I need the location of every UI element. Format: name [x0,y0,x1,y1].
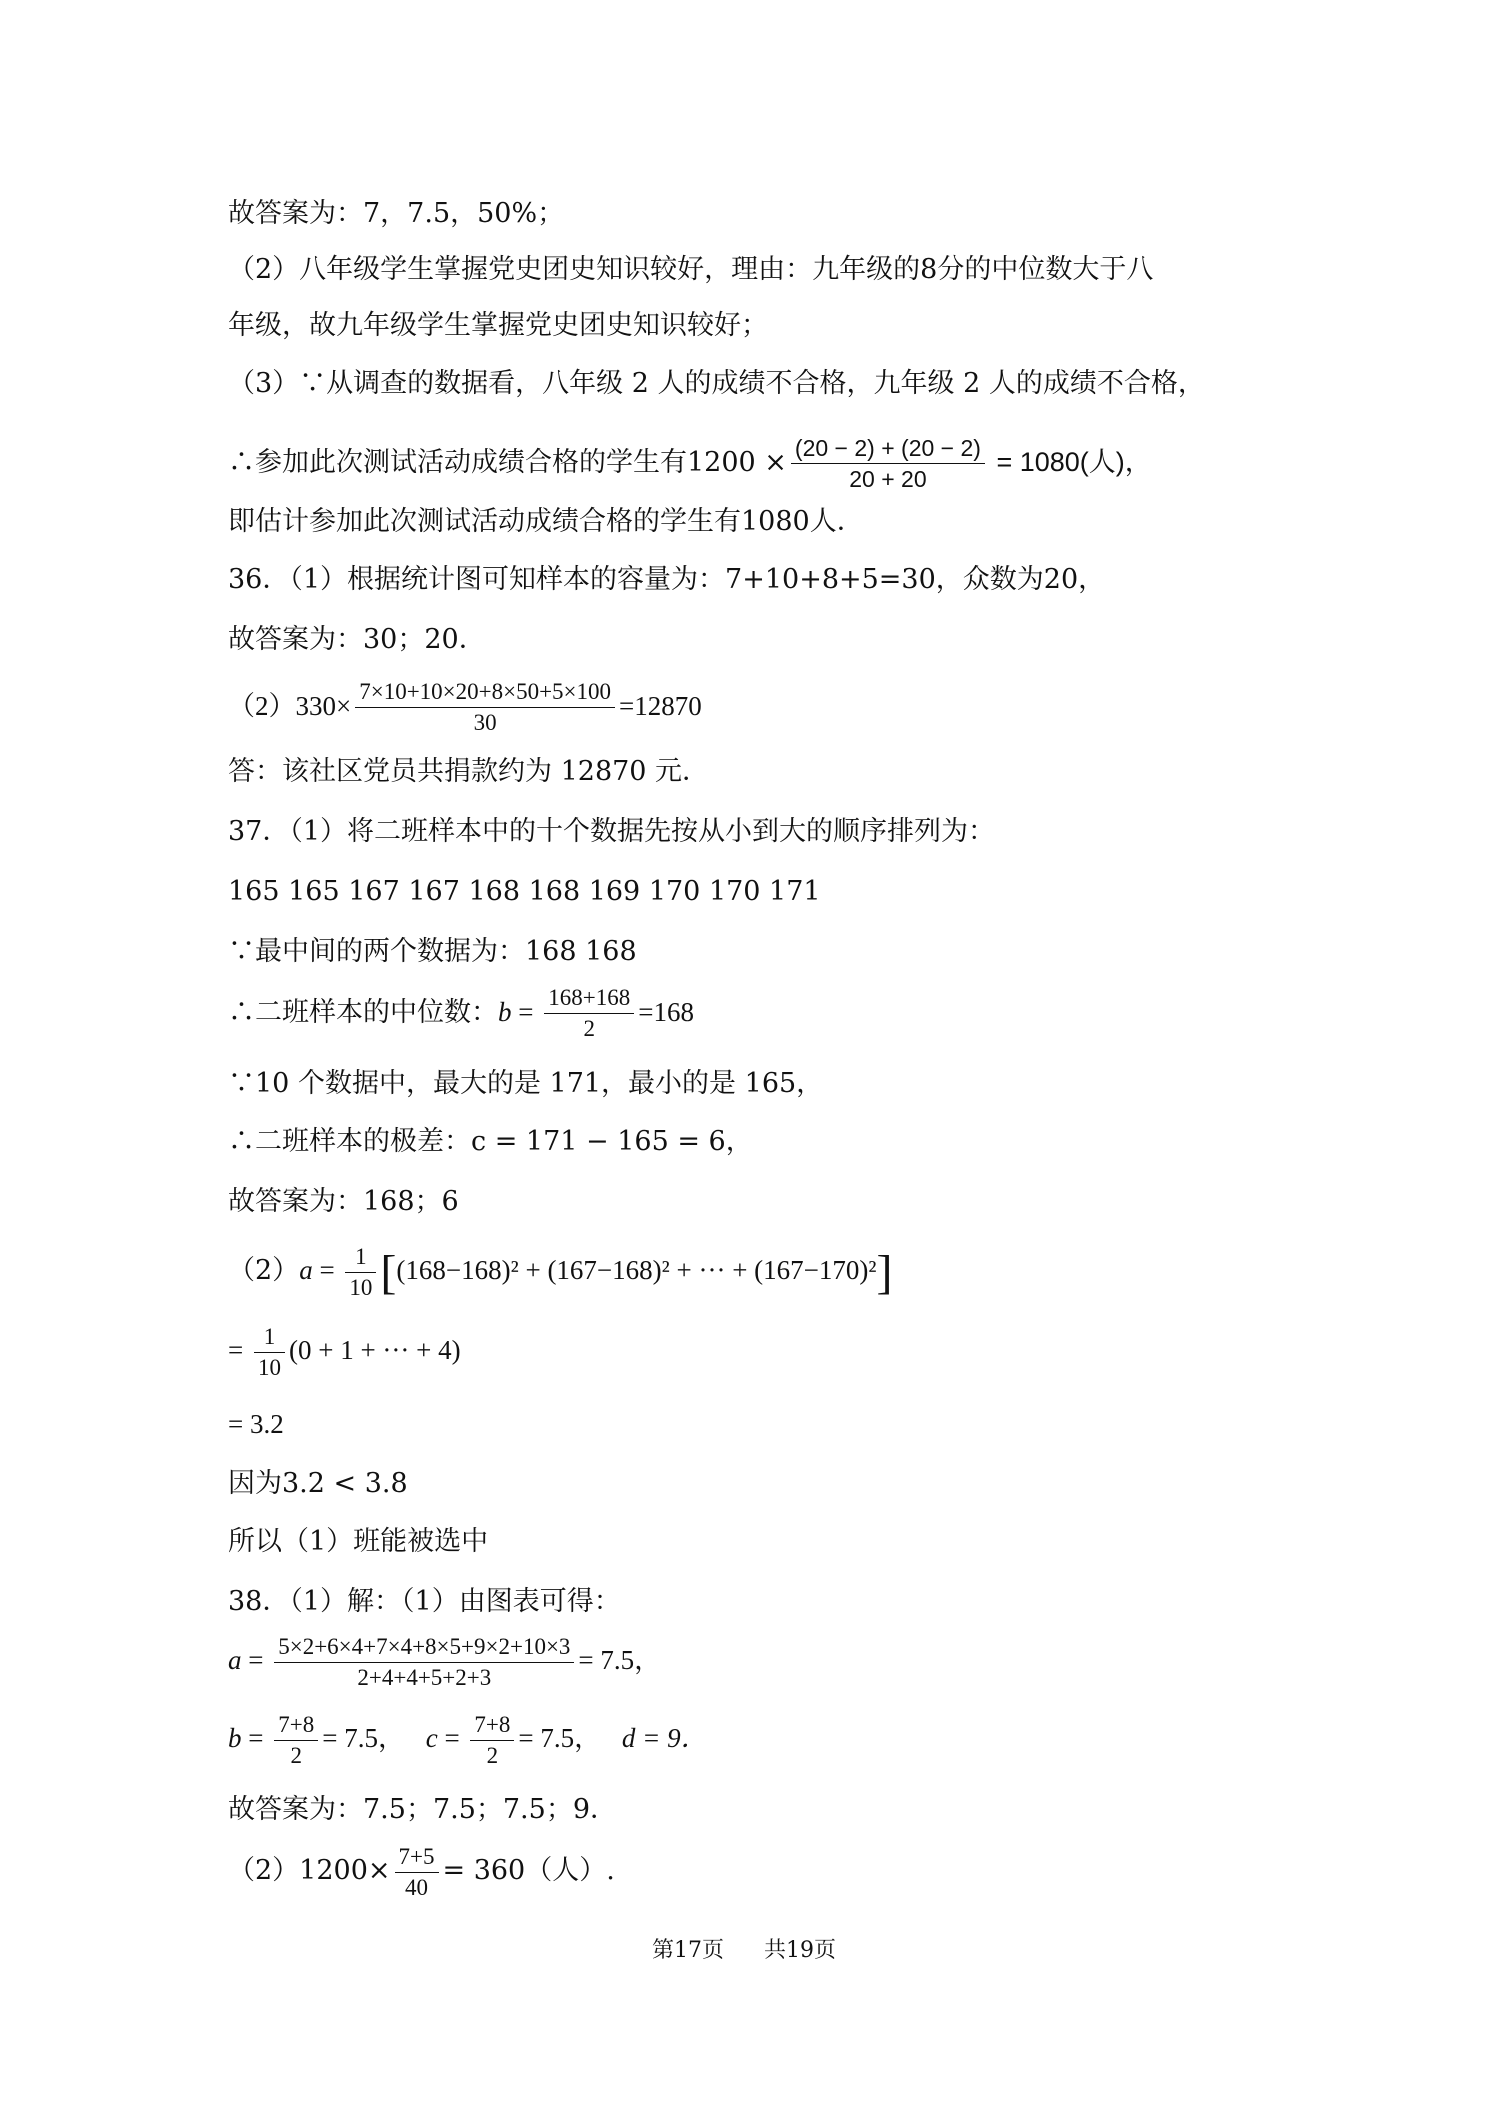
q37-middle-values: ∵最中间的两个数据为：168 168 [228,936,637,967]
pass-count-equation [228,432,1152,494]
variance2-eq-tail: (0 + 1 + ··· + 4) [288,1335,461,1365]
pass-eq-lead: ∴参加此次测试活动成绩合格的学生有1200 × [228,447,787,478]
answer-line-4: （3）∵从调查的数据看，八年级 2 人的成绩不合格，九年级 2 人的成绩不合格， [228,368,1205,399]
c38-var: c [425,1723,438,1753]
c38-fraction [470,1710,514,1771]
q37-range: ∴二班样本的极差：c = 171 − 165 = 6， [228,1126,753,1157]
q37-line-1: 37．（1）将二班样本中的十个数据先按从小到大的顺序排列为： [228,816,996,847]
pass-eq-tail: = 1080(人)， [988,447,1152,477]
q37-max-min: ∵10 个数据中，最大的是 171，最小的是 165， [228,1068,824,1099]
b38-fraction [274,1710,318,1771]
d38-expr: d = 9． [621,1723,708,1753]
pass-eq-fraction [791,433,985,494]
count38-eq-denominator: 40 [395,1872,439,1903]
q37-sorted-data: 165 165 167 167 168 168 169 170 170 171 [228,876,821,907]
page-total: 共19页 [764,1938,836,1963]
c38-tail: = 7.5， [518,1723,602,1753]
variance-equation: （2）a = $\frac{1}{10}$ [(168−168)² + (167−168)² + ··· + (167−170)²] [228,1240,892,1303]
median-equation: ∴二班样本的中位数：b = $\frac{168+168}{2}$ =168 [228,982,694,1044]
page-number: 第17页 [652,1938,724,1963]
answer-line-2: （2）八年级学生掌握党史团史知识较好，理由：九年级的8分的中位数大于八 [228,254,1154,285]
pass-eq-denominator: 20 + 20 [791,463,985,494]
variance-eq-numerator: 1 [355,1244,367,1270]
page-footer [0,1936,1488,1966]
donation-eq-lead: （2）330× [228,691,352,721]
variance2-eq-denominator: 10 [254,1352,285,1383]
mean38-equation: a = $\frac{5\times 2+6\times 4+7\times 4+8\times 5+9\times 2+10\times 3}{2+4+4+5+2+3}$ = 7.5， [228,1630,661,1693]
b38-numerator: 7+8 [278,1712,315,1738]
bc38-equation: b = $\frac{7+8}{2}$ = 7.5， c = $\frac{7+8}{2}$ = 7.5， d = 9． [228,1708,708,1771]
mean38-eq-denominator: 2+4+4+5+2+3 [274,1662,574,1693]
c38-denominator: 2 [470,1740,514,1771]
q38-line-1: 38．（1）解：（1）由图表可得： [228,1586,621,1617]
variance-eq-lead: （2） [228,1255,300,1286]
donation-eq-tail: =12870 [619,691,702,721]
variance-eq-var: a [299,1255,313,1285]
count38-eq-lead: （2）1200× [228,1855,391,1886]
count38-equation [228,1840,615,1903]
median-eq-denominator: 2 [544,1013,634,1044]
donation-equation [228,676,702,738]
median-eq-var: b [498,997,512,1027]
variance-result: = 3.2 [228,1409,284,1439]
q36-line-2: 故答案为：30；20． [228,624,486,655]
mean38-eq-var: a [228,1645,242,1675]
variance-conclusion: 所以（1）班能被选中 [228,1526,489,1557]
variance2-eq-numerator: 1 [263,1324,276,1350]
q36-answer: 答：该社区党员共捐款约为 12870 元． [228,756,710,787]
count38-eq-fraction [395,1842,439,1903]
mean38-eq-numerator: 5×2+6×4+7×4+8×5+9×2+10×3 [278,1634,571,1660]
variance-eq-denominator: 10 [345,1272,376,1303]
answer-line-3: 年级，故九年级学生掌握党史团史知识较好； [228,310,768,341]
variance-eq-body: (168−168)² + (167−168)² + ··· + (167−170)² [396,1255,877,1285]
donation-eq-fraction [355,677,615,738]
median-eq-tail: =168 [638,997,694,1027]
mean38-eq-tail: = 7.5， [578,1645,662,1675]
pass-eq-numerator: (20 − 2) + (20 − 2) [794,435,981,461]
median-eq-lead: ∴二班样本的中位数： [228,997,498,1028]
variance-eq-fraction [345,1242,376,1303]
q36-line-1: 36．（1）根据统计图可知样本的容量为：7+10+8+5=30，众数为20， [228,564,1106,595]
median-eq-numerator: 168+168 [548,985,631,1010]
mean38-eq-fraction [274,1632,574,1693]
b38-var: b [228,1723,242,1753]
b38-tail: = 7.5， [322,1723,405,1753]
c38-numerator: 7+8 [474,1712,511,1738]
b38-denominator: 2 [274,1740,318,1771]
q37-answer: 故答案为：168；6 [228,1186,459,1217]
variance-compare: 因为3.2 < 3.8 [228,1468,408,1499]
variance-equation-2: = $\frac{1}{10}$ (0 + 1 + ··· + 4) [228,1320,461,1383]
donation-eq-denominator: 30 [355,707,615,738]
count38-eq-tail: = 360（人）. [442,1855,615,1886]
answer-line-1: 故答案为：7，7.5，50%； [228,198,565,229]
answer-line-5: 即估计参加此次测试活动成绩合格的学生有1080人． [228,506,864,537]
median-eq-fraction [544,983,634,1044]
count38-eq-numerator: 7+5 [398,1844,435,1870]
q38-answer: 故答案为：7.5；7.5；7.5；9． [228,1794,617,1825]
variance2-eq-fraction [254,1322,285,1383]
donation-eq-numerator: 7×10+10×20+8×50+5×100 [359,679,612,704]
